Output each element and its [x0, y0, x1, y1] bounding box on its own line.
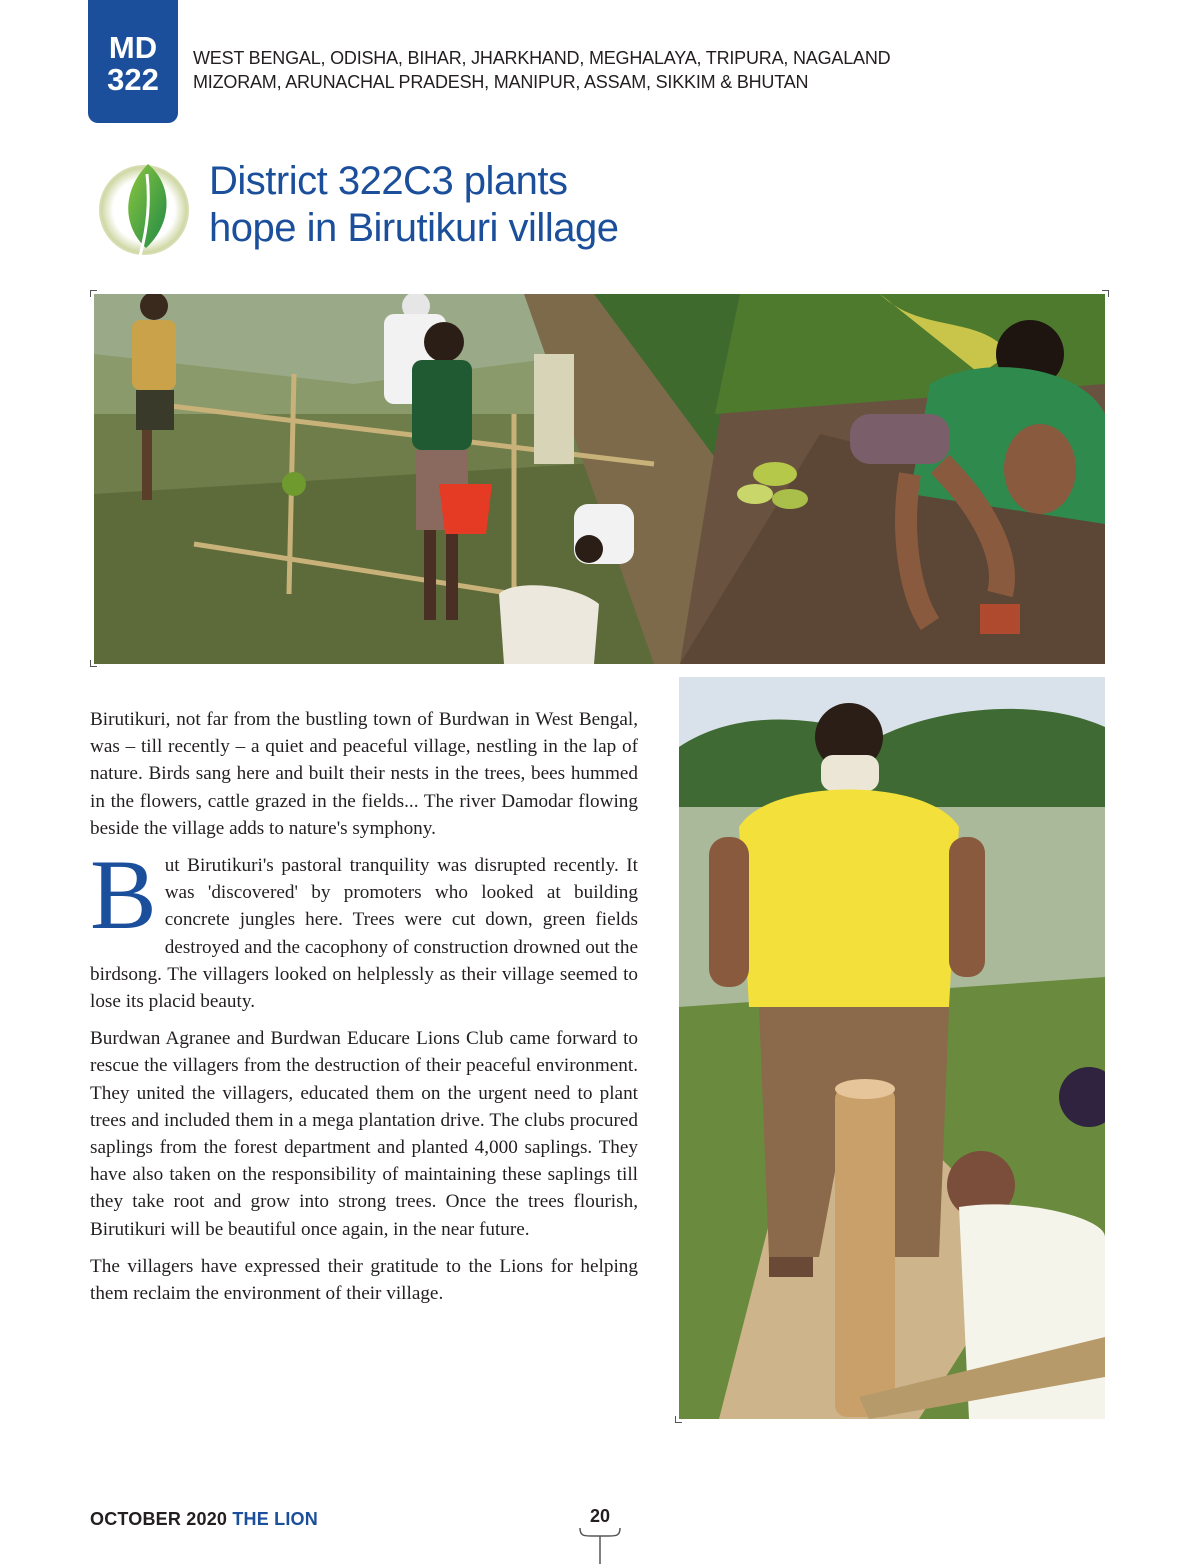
photo-lion-member [679, 677, 1105, 1419]
issue-date: OCTOBER 2020 [90, 1509, 228, 1529]
article-body [90, 706, 638, 1317]
photo-volunteers-planting [94, 294, 742, 664]
regions-header [193, 46, 890, 94]
page-bracket-icon [578, 1526, 622, 1566]
paragraph-2-text: ut Birutikuri's pastoral tranquility was disrupted recently. It was 'discovered' by promoters who looked at building concrete jungles here. Trees were cut down, green fields destroyed and the cacophony of construction drowned out the birdsong. The villagers looked on helplessly as their village seemed to lose its placid beauty. [90, 855, 638, 1013]
title-line-2: hope in Birutikuri village [209, 206, 619, 250]
crop-mark [675, 1416, 682, 1423]
crop-mark [90, 290, 97, 297]
footer-issue [90, 1509, 318, 1530]
district-tab [88, 0, 178, 123]
title-line-1: District 322C3 plants [209, 159, 568, 203]
tab-md-label: MD [108, 29, 158, 65]
photo-planting-sapling [680, 294, 1105, 664]
page-number: 20 [589, 1506, 611, 1526]
magazine-name: THE LION [232, 1509, 318, 1529]
tab-number-label: 322 [107, 61, 159, 97]
paragraph-3: Burdwan Agranee and Burdwan Educare Lions Club came forward to rescue the villagers from the destruction of their peaceful environment. They united the villagers, educated them on the urgent need to plant trees and included them in a mega plantation drive. The clubs procured saplings from the forest department and planted 4,000 saplings. They have also taken on the responsibility of maintaining these saplings till they take root and grow into strong trees. Once the trees flourish, Birutikuri will be beautiful once again, in the near future. [90, 1028, 638, 1240]
paragraph-2 [90, 839, 638, 1015]
paragraph-1: Birutikuri, not far from the bustling town of Burdwan in West Bengal, was – till recently – a quiet and peaceful village, nestling in the lap of nature. Birds sang here and built their nests in the trees, bees hummed in the flowers, cattle grazed in the fields... The river Damodar flowing beside the village adds to nature's symphony. [90, 709, 638, 839]
crop-mark [1102, 290, 1109, 297]
drop-cap: B [90, 839, 157, 951]
crop-mark [90, 660, 97, 667]
regions-line-2: MIZORAM, ARUNACHAL PRADESH, MANIPUR, ASSAM, SIKKIM & BHUTAN [193, 72, 809, 92]
leaf-icon [96, 156, 192, 260]
regions-line-1: WEST BENGAL, ODISHA, BIHAR, JHARKHAND, MEGHALAYA, TRIPURA, NAGALAND [193, 48, 891, 68]
paragraph-4: The villagers have expressed their gratitude to the Lions for helping them reclaim the environment of their village. [90, 1255, 638, 1305]
article-title [209, 158, 618, 252]
